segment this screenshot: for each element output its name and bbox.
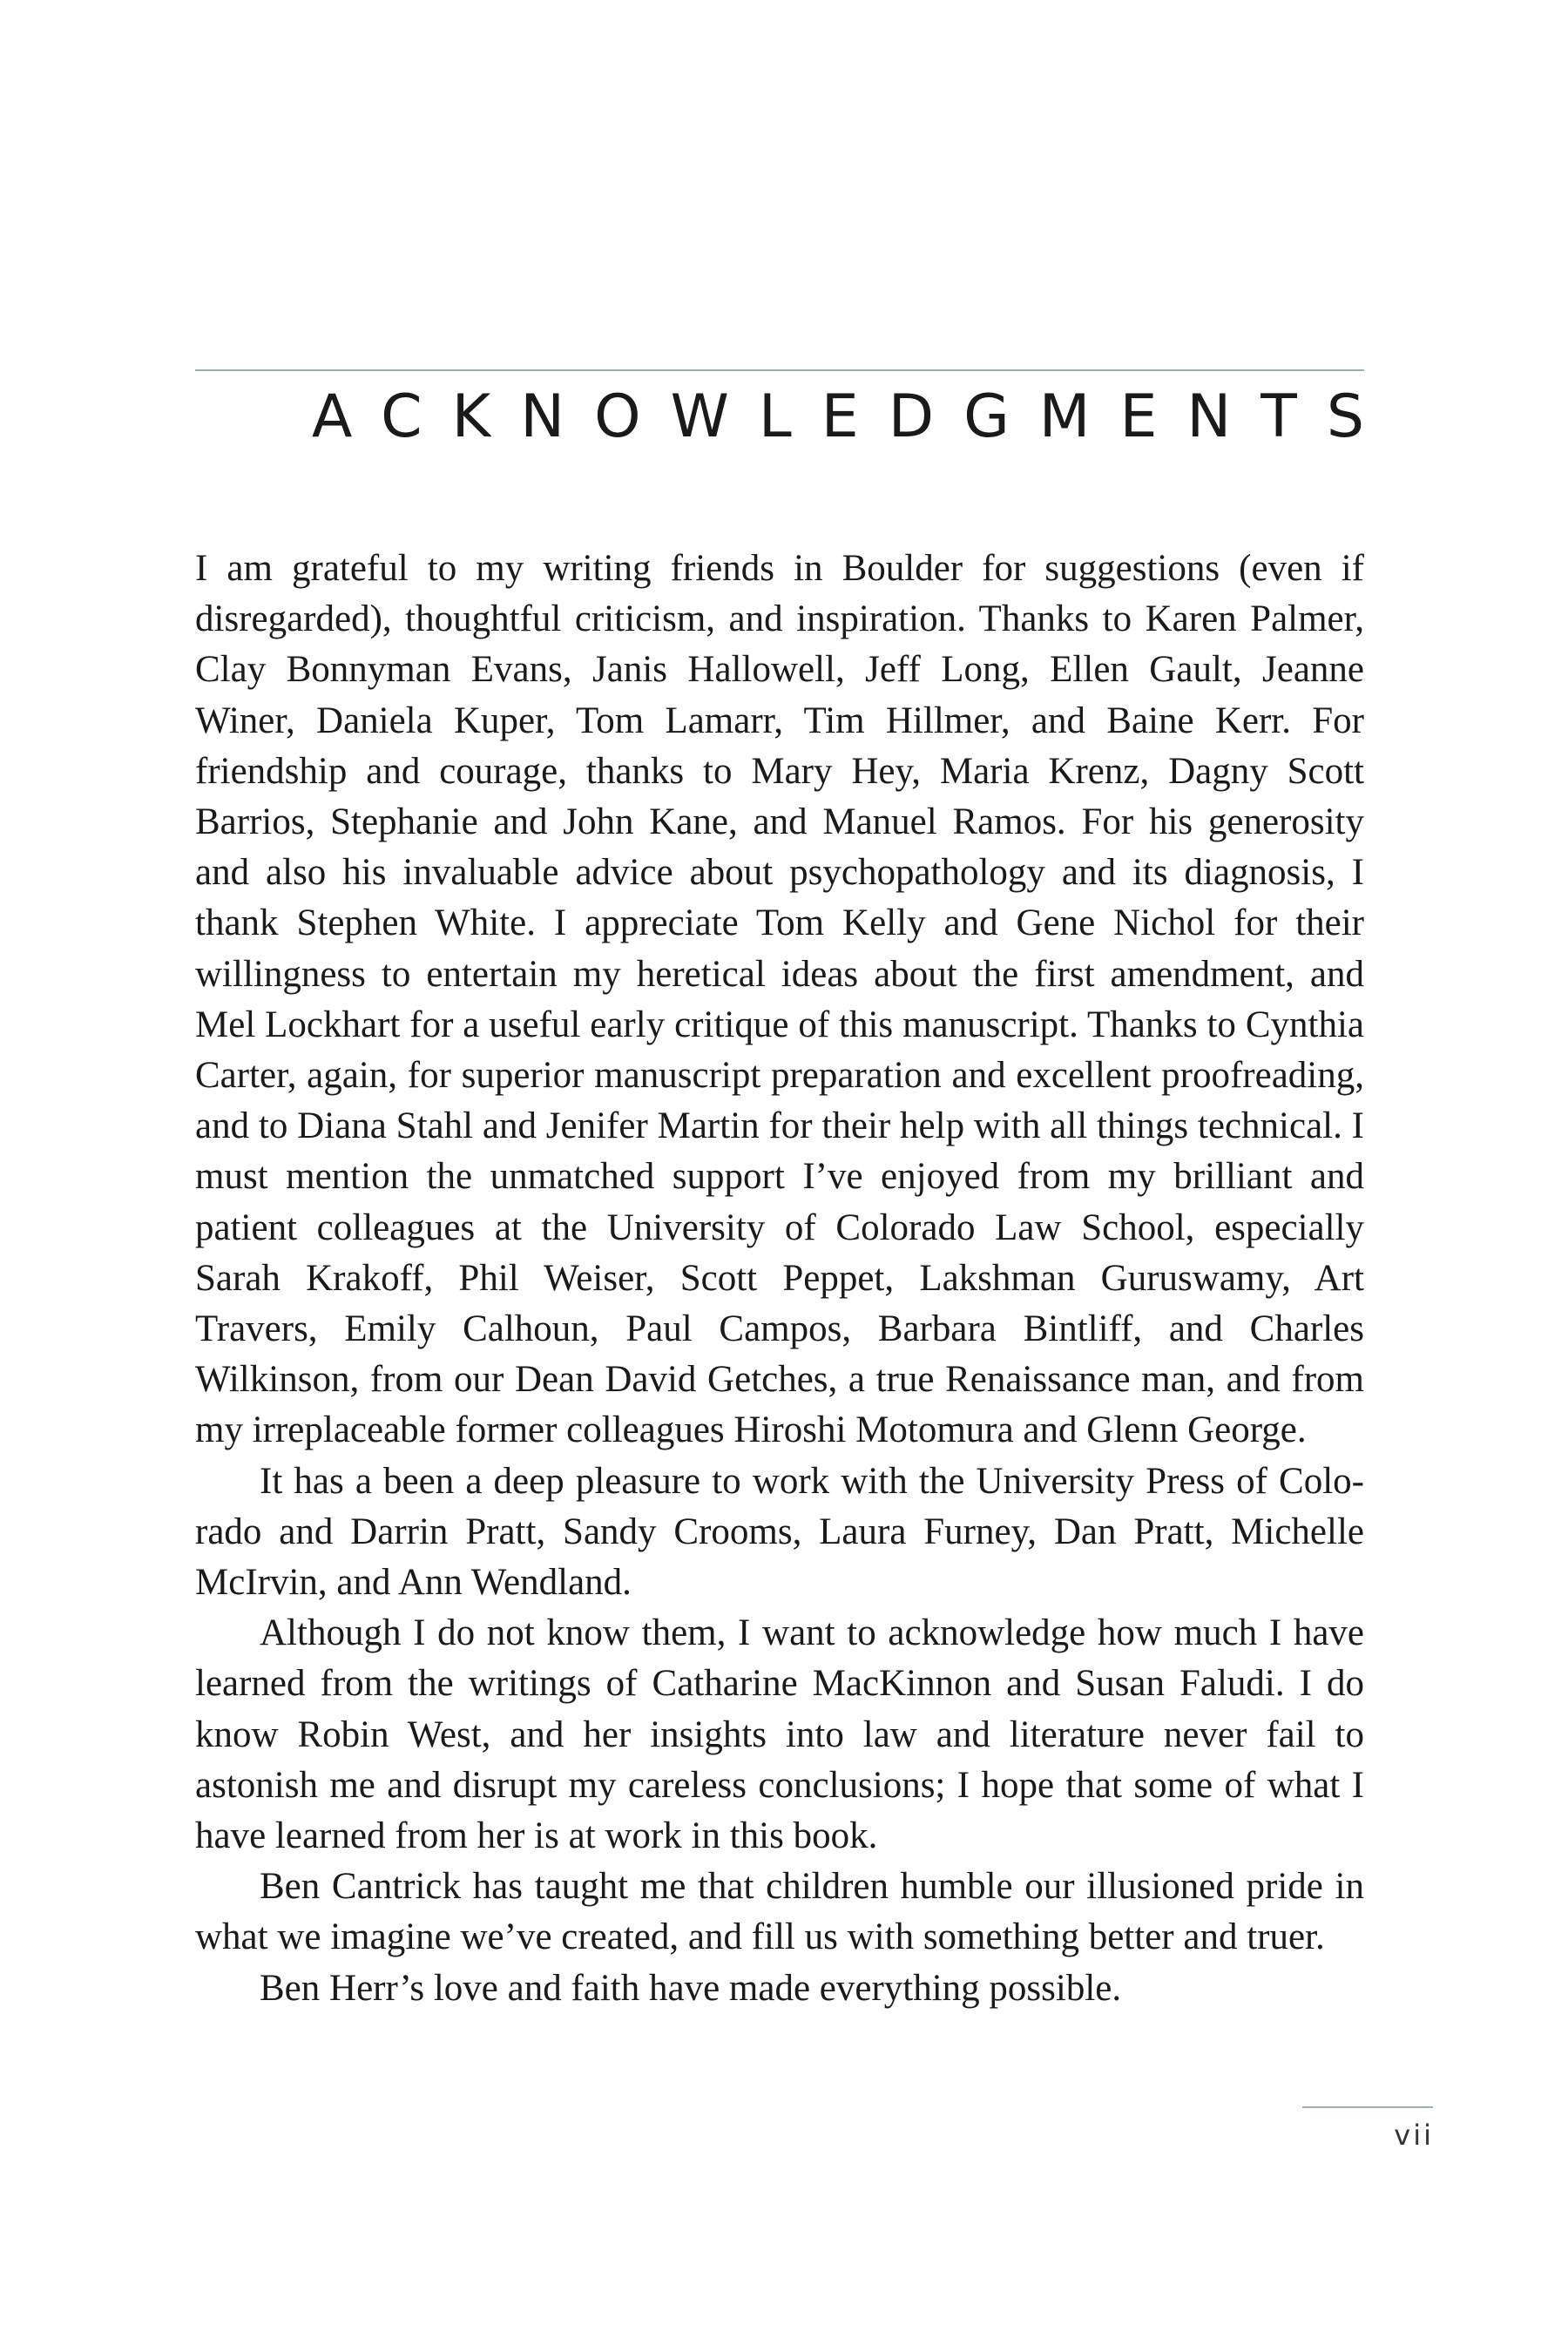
acknowledgments-body <box>195 544 1364 2014</box>
page-title: ACKNOWLEDGMENTS <box>311 382 1394 451</box>
paragraph: I am grateful to my writing friends in Boulder for suggestions (even if disregarded), thoughtful criticism, and inspiration. Thanks to Karen Palmer, Clay Bonnyman Evans, Janis Hallowell, Jeff Long, Ellen Gault, Jeanne Winer, Daniela Kuper, Tom Lamarr, Tim Hillmer, and Baine Kerr. For friendship and courage, thanks to Mary Hey, Maria Krenz, Dagny Scott Barrios, Stephanie and John Kane, and Manuel Ramos. For his generosity and also his invaluable advice about psychopathology and its diagnosis, I thank Stephen White. I appreciate Tom Kelly and Gene Nichol for their willingness to entertain my heretical ideas about the first amendment, and Mel Lockhart for a useful early critique of this manuscript. Thanks to Cynthia Carter, again, for superior manuscript preparation and excellent proofreading, and to Diana Stahl and Jenifer Martin for their help with all things technical. I must mention the unmatched support I’ve enjoyed from my brilliant and patient colleagues at the University of Colorado Law School, especially Sarah Krakoff, Phil Weiser, Scott Peppet, Lakshman Guruswamy, Art Travers, Emily Calhoun, Paul Campos, Barbara Bintliff, and Charles Wilkinson, from our Dean David Getches, a true Renaissance man, and from my irreplaceable former colleagues Hiroshi Motomura and Glenn George. <box>195 548 1364 1451</box>
paragraph: Ben Cantrick has taught me that children humble our illusioned pride in what we imagine we’ve created, and fill us with something better and truer. <box>195 1866 1364 1958</box>
folio-rule <box>1302 2106 1433 2108</box>
paragraph: Ben Herr’s love and faith have made everything possible. <box>260 1967 1122 2009</box>
heading-rule <box>195 369 1364 371</box>
paragraph: Although I do not know them, I want to acknowledge how much I have learned from the writings of Catharine MacKinnon and Susan Faludi. I do know Robin West, and her insights into law and literature never fail to astonish me and disrupt my careless conclusions; I hope that some of what I have learned from her is at work in this book. <box>195 1612 1364 1857</box>
paragraph: It has a been a deep pleasure to work with the University Press of Colorado and Darrin Pratt, Sandy Crooms, Laura Furney, Dan Pratt, Michelle McIrvin, and Ann Wendland. <box>195 1460 1364 1604</box>
page-number: vii <box>1394 2119 1434 2152</box>
